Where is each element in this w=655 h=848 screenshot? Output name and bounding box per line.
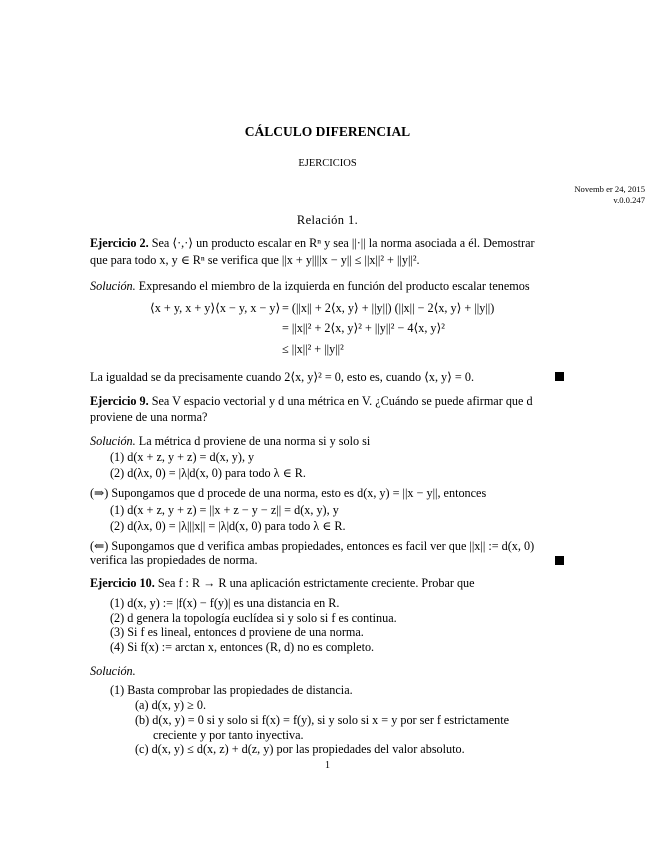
qed-square-icon [555, 372, 564, 381]
ex2-statement-line1 [90, 236, 535, 251]
page-number: 1 [325, 760, 330, 771]
qed-square-icon [555, 556, 564, 565]
ex10-item-4: (4) Si f(x) := arctan x, entonces (R, d) no es completo. [110, 640, 375, 654]
ex9-solution-intro [90, 434, 370, 449]
ex10-solution-label [90, 664, 136, 679]
ex2-eq1-lhs: ⟨x + y, x + y⟩⟨x − y, x − y⟩ [150, 301, 281, 315]
ex9-forward-1: (1) d(x + z, y + z) = ||x + z − y − z|| = d(x, y), y [110, 503, 339, 517]
ex10-solution-1a: (a) d(x, y) ≥ 0. [135, 698, 206, 712]
ex2-text-line1: Sea ⟨·,·⟩ un producto escalar en Rⁿ y sea ||·|| la norma asociada a él. Demostrar [151, 236, 535, 250]
ex9-forward-2: (2) d(λx, 0) = |λ|||x|| = |λ|d(x, 0) para todo λ ∈ R. [110, 519, 346, 533]
ex10-solution-label-text: Solución. [90, 664, 136, 678]
ex2-label: Ejercicio 2. [90, 236, 149, 250]
ex10-item-1: (1) d(x, y) := |f(x) − f(y)| es una distancia en R. [110, 596, 340, 610]
ex2-solution-text: Expresando el miembro de la izquierda en función del producto escalar tenemos [138, 279, 530, 293]
ex2-eq1-rhs: = (||x|| + 2⟨x, y⟩ + ||y||) (||x|| − 2⟨x, y⟩ + ||y||) [282, 301, 495, 315]
ex10-label: Ejercicio 10. [90, 576, 155, 590]
ex9-backward-line2: verifica las propiedades de norma. [90, 553, 258, 567]
section-title: Relación 1. [296, 213, 359, 227]
document-version: v.0.0.247 [613, 195, 645, 205]
ex9-condition-1: (1) d(x + z, y + z) = d(x, y), y [110, 450, 255, 464]
document-title: CÁLCULO DIFERENCIAL [244, 124, 411, 139]
ex2-conclusion: La igualdad se da precisamente cuando 2⟨x, y⟩² = 0, esto es, cuando ⟨x, y⟩ = 0. [90, 370, 474, 384]
ex9-text-line1: Sea V espacio vectorial y d una métrica en V. ¿Cuándo se puede afirmar que d [151, 394, 533, 408]
ex9-forward-direction: (⇒) Supongamos que d procede de una norma, esto es d(x, y) = ||x − y||, entonces [90, 486, 487, 500]
ex2-solution-label: Solución. [90, 279, 136, 293]
ex10-statement-line1 [90, 576, 475, 591]
ex10-item-2: (2) d genera la topología euclídea si y solo si f es continua. [110, 611, 397, 625]
ex10-solution-1b-line1: (b) d(x, y) = 0 si y solo si f(x) = f(y), si y solo si x = y por ser f estrictamente [135, 713, 509, 727]
ex10-text-line1: Sea f : R → R una aplicación estrictamente creciente. Probar que [157, 576, 475, 590]
ex9-backward-line1: (⇐) Supongamos que d verifica ambas propiedades, entonces es facil ver que ||x|| := d(x, 0) [90, 539, 535, 553]
ex2-eq2: = ||x||² + 2⟨x, y⟩² + ||y||² − 4⟨x, y⟩² [282, 321, 445, 335]
ex2-solution-intro [90, 279, 530, 294]
document-subtitle: EJERCICIOS [298, 158, 357, 169]
ex9-label: Ejercicio 9. [90, 394, 149, 408]
document-meta [574, 184, 645, 206]
ex10-solution-1b-line2: creciente y por tanto inyectiva. [153, 728, 304, 742]
document-date: Novemb er 24, 2015 [574, 184, 645, 194]
ex9-text-line2: proviene de una norma? [90, 410, 208, 424]
ex10-item-3: (3) Si f es lineal, entonces d proviene de una norma. [110, 625, 364, 639]
ex9-solution-text: La métrica d proviene de una norma si y solo si [138, 434, 371, 448]
ex2-text-line2: que para todo x, y ∈ Rⁿ se verifica que ||x + y||||x − y|| ≤ ||x||² + ||y||². [90, 253, 420, 267]
ex9-solution-label: Solución. [90, 434, 136, 448]
ex10-solution-1: (1) Basta comprobar las propiedades de distancia. [110, 683, 353, 697]
ex9-statement-line1 [90, 394, 533, 409]
ex9-condition-2: (2) d(λx, 0) = |λ|d(x, 0) para todo λ ∈ R. [110, 466, 306, 480]
ex10-solution-1c: (c) d(x, y) ≤ d(x, z) + d(z, y) por las propiedades del valor absoluto. [135, 742, 465, 756]
ex2-eq3: ≤ ||x||² + ||y||² [282, 342, 344, 356]
